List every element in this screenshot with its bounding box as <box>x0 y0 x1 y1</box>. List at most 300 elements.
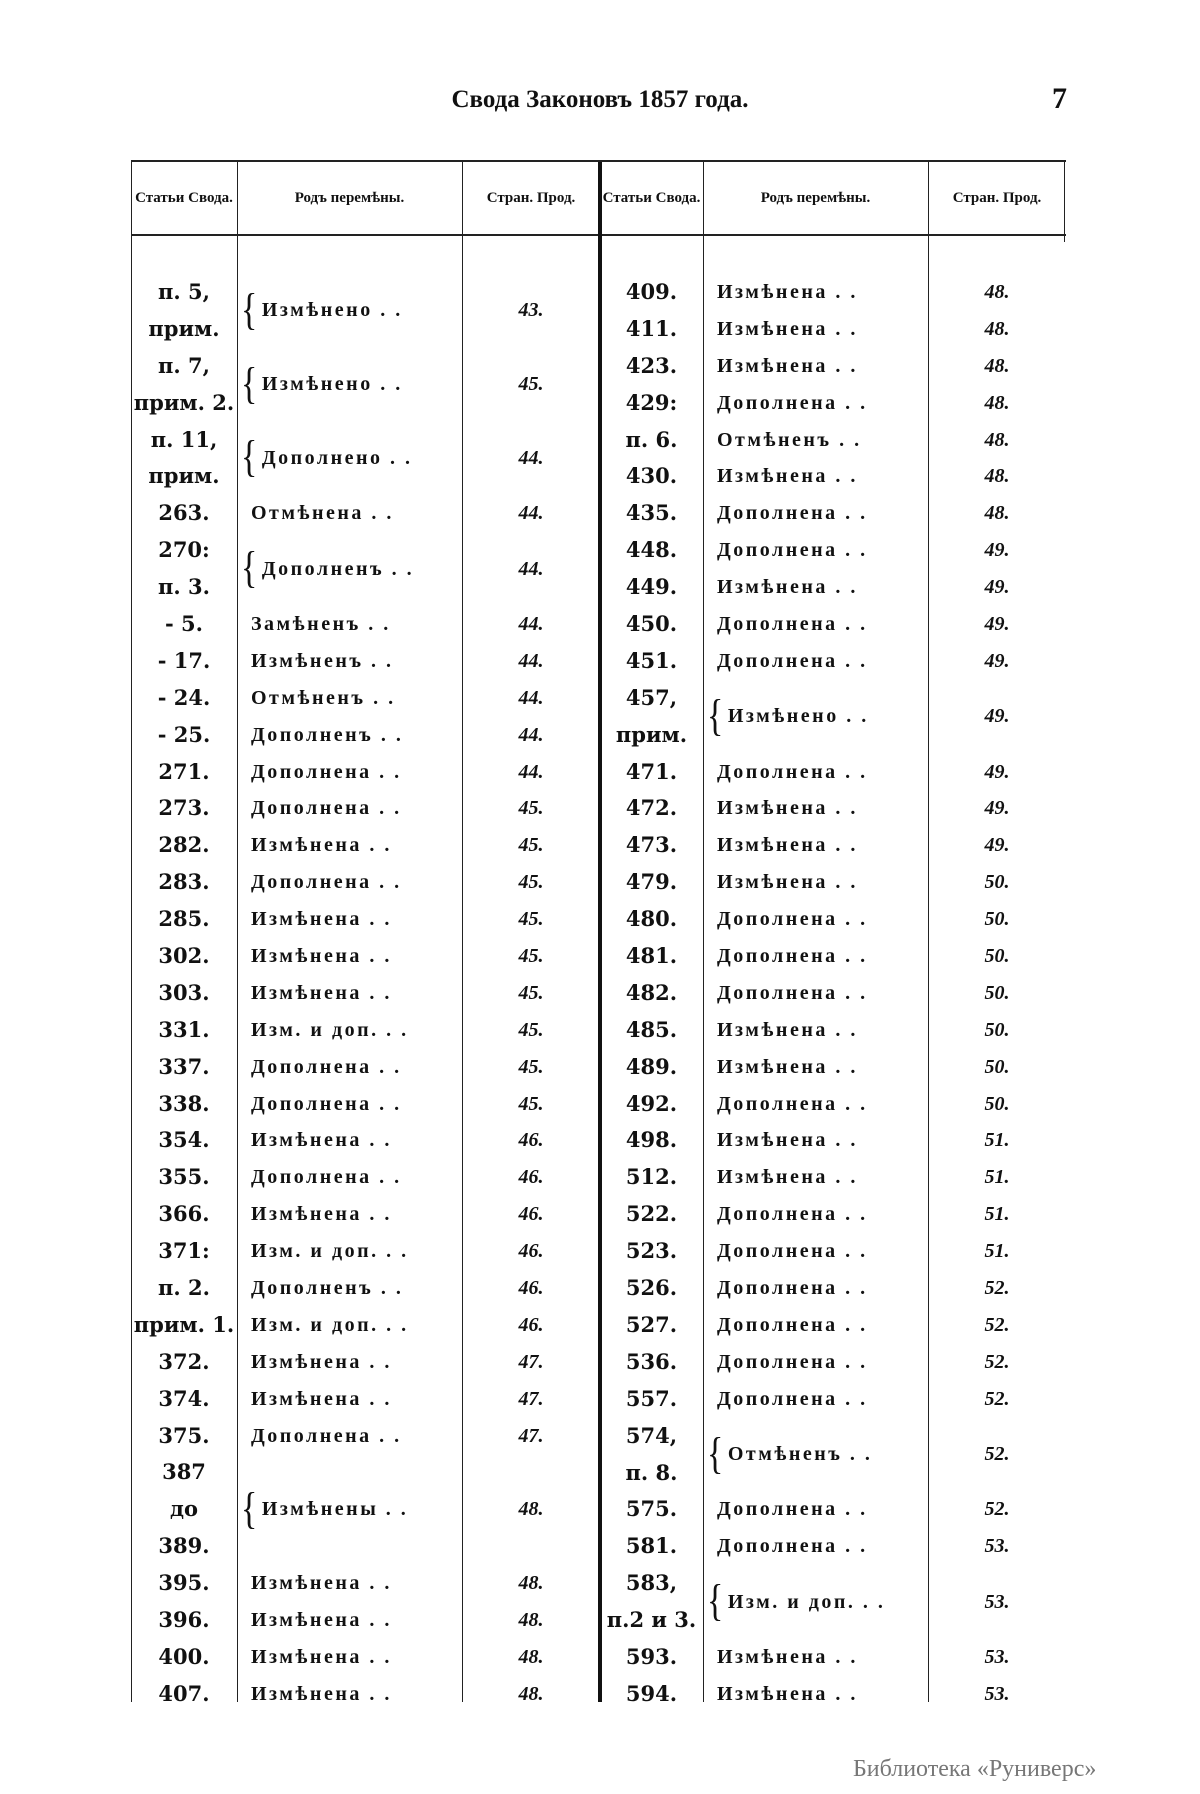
page-cell: 48. <box>984 280 1010 303</box>
change-text: Дополнена . . <box>251 1166 402 1189</box>
change-cell <box>703 1012 928 1049</box>
article-cell <box>600 569 703 606</box>
article-cell <box>600 1307 703 1344</box>
article-line: 411. <box>625 315 678 341</box>
brace-icon: { <box>707 691 726 741</box>
article-line: 355. <box>158 1164 210 1190</box>
page-cell: 49. <box>984 797 1010 820</box>
change-cell <box>237 1602 462 1639</box>
change-cell <box>237 1159 462 1196</box>
article-line: 389. <box>158 1533 210 1559</box>
change-cell <box>703 422 928 459</box>
article-cell <box>600 1086 703 1123</box>
change-cell <box>703 1344 928 1381</box>
change-text: Измѣнена . . <box>717 576 858 599</box>
change-cell <box>703 1381 928 1418</box>
article-line: 375. <box>158 1422 210 1448</box>
article-cell <box>600 1418 703 1492</box>
change-cell <box>703 1122 928 1159</box>
article-cell <box>600 532 703 569</box>
brace-icon: { <box>241 433 260 482</box>
page-cell: 48. <box>518 1498 544 1521</box>
change-text: Дополнена . . <box>717 612 868 635</box>
page-cell: 50. <box>984 871 1010 894</box>
page-cell: 47. <box>518 1350 544 1373</box>
change-cell <box>703 1639 928 1676</box>
page-cell: 48. <box>984 428 1010 451</box>
article-line: 374. <box>158 1385 210 1411</box>
article-line: 270: <box>158 537 210 563</box>
article-line: 512. <box>625 1164 678 1190</box>
page-cell: 44. <box>518 686 544 709</box>
page-cell: 45. <box>518 1092 544 1115</box>
page-cell: 45. <box>518 871 544 894</box>
article-line: 479. <box>625 869 678 895</box>
change-text: Измѣнена . . <box>717 1055 858 1078</box>
brace-icon: { <box>241 286 260 335</box>
article-line: 423. <box>625 352 678 378</box>
page-cell: 44. <box>518 446 544 469</box>
article-line: 457, <box>625 684 678 710</box>
page-cell: 45. <box>518 373 544 396</box>
page-cell: 49. <box>984 760 1010 783</box>
change-cell <box>237 1049 462 1086</box>
article-line: прим. <box>148 315 220 341</box>
article-cell <box>600 274 703 311</box>
page-cell: 49. <box>984 539 1010 562</box>
change-cell <box>703 348 928 385</box>
article-cell <box>600 1196 703 1233</box>
article-line: 574, <box>625 1422 678 1448</box>
change-text: Изм. и доп. . . <box>251 1313 409 1336</box>
running-title: Свода Законовъ 1857 года. <box>451 86 749 113</box>
change-text: Измѣнена . . <box>251 1203 392 1226</box>
page-cell: 44. <box>518 612 544 635</box>
article-line: - 17. <box>157 647 211 673</box>
change-cell <box>703 643 928 680</box>
article-line: 594. <box>625 1680 678 1706</box>
change-text: Дополнена . . <box>251 1424 402 1447</box>
article-line: 480. <box>625 906 678 932</box>
change-cell <box>237 901 462 938</box>
change-text: Дополнено . . <box>261 446 413 469</box>
change-cell <box>237 274 462 348</box>
page-cell: 50. <box>984 981 1010 1004</box>
change-text: Измѣнена . . <box>251 1609 392 1631</box>
page-cell: 45. <box>518 981 544 1004</box>
article-cell <box>600 606 703 643</box>
change-text: Измѣнена . . <box>251 834 392 857</box>
article-cell <box>600 1676 703 1713</box>
article-line: 485. <box>625 1016 678 1042</box>
article-line: 557. <box>625 1385 678 1411</box>
article-cell <box>131 1602 237 1639</box>
article-cell <box>131 348 237 422</box>
article-line: 498. <box>625 1127 678 1153</box>
change-cell <box>237 717 462 754</box>
change-text: Измѣнена . . <box>717 1682 858 1705</box>
change-text: Дополнена . . <box>717 539 868 562</box>
change-text: Измѣнена . . <box>717 354 858 377</box>
article-cell <box>131 1159 237 1196</box>
article-line: 354. <box>158 1127 210 1153</box>
article-cell <box>131 606 237 643</box>
page-cell: 52. <box>984 1313 1010 1336</box>
change-text: Измѣненъ . . <box>251 649 394 672</box>
change-cell <box>237 754 462 791</box>
change-text: Дополнена . . <box>717 908 868 931</box>
article-line: прим. <box>615 721 688 747</box>
change-cell <box>237 606 462 643</box>
page-cell: 49. <box>984 834 1010 857</box>
brace-icon: { <box>707 1429 726 1478</box>
article-line: 302. <box>158 943 210 969</box>
change-cell <box>703 864 928 901</box>
article-line: п.2 и 3. <box>606 1607 697 1633</box>
article-cell <box>131 680 237 717</box>
change-text: Дополнена . . <box>251 797 402 820</box>
article-cell <box>600 864 703 901</box>
article-cell <box>131 864 237 901</box>
article-cell <box>131 1122 237 1159</box>
change-text: Дополнена . . <box>717 1276 868 1299</box>
change-text: Дополнена . . <box>717 944 868 967</box>
header-articles-right: Статьи Свода. <box>602 190 701 206</box>
change-text: Измѣнена . . <box>717 1166 858 1189</box>
page-cell: 51. <box>984 1240 1010 1263</box>
change-cell <box>703 938 928 975</box>
page-cell: 45. <box>518 1055 544 1078</box>
change-text: Измѣнена . . <box>251 1129 392 1152</box>
page-cell: 52. <box>984 1443 1010 1465</box>
article-line: 282. <box>158 832 210 858</box>
article-cell <box>131 975 237 1012</box>
right-half <box>600 274 1066 1713</box>
article-line: - 5. <box>165 611 203 637</box>
article-cell <box>131 274 237 348</box>
page-cell: 46. <box>518 1166 544 1189</box>
change-cell <box>237 348 462 422</box>
article-cell <box>600 1381 703 1418</box>
page-cell: 52. <box>984 1387 1010 1410</box>
change-text: Измѣнена . . <box>251 1572 392 1595</box>
page-cell: 49. <box>984 612 1010 635</box>
change-cell <box>237 864 462 901</box>
change-text: Дополнена . . <box>717 1535 868 1558</box>
change-text: Измѣнена . . <box>717 871 858 894</box>
change-cell <box>237 643 462 680</box>
change-text: Дополнена . . <box>251 760 402 783</box>
page-cell: 51. <box>984 1203 1010 1226</box>
article-line: 337. <box>158 1053 210 1079</box>
page-cell: 50. <box>984 1092 1010 1115</box>
article-cell <box>131 495 237 532</box>
change-cell <box>237 1418 462 1455</box>
article-line: 450. <box>625 611 678 637</box>
change-text: Дополнена . . <box>717 981 868 1004</box>
article-cell <box>131 1270 237 1307</box>
article-line: 522. <box>625 1201 678 1227</box>
page-cell: 52. <box>984 1350 1010 1373</box>
change-text: Измѣнена . . <box>717 280 858 303</box>
article-cell <box>600 790 703 827</box>
article-cell <box>131 1049 237 1086</box>
page-cell: 44. <box>518 502 544 525</box>
page-cell: 51. <box>984 1166 1010 1189</box>
article-line: 482. <box>625 979 678 1005</box>
change-text: Измѣнена . . <box>251 981 392 1004</box>
page-cell: 48. <box>518 1609 544 1631</box>
change-text: Измѣнено . . <box>261 373 403 396</box>
page-cell: 46. <box>518 1240 544 1263</box>
article-line: 331. <box>158 1016 210 1042</box>
article-cell <box>600 1270 703 1307</box>
article-cell <box>600 680 703 754</box>
article-cell <box>600 348 703 385</box>
article-cell <box>600 422 703 459</box>
article-cell <box>131 717 237 754</box>
change-text: Измѣнена . . <box>251 1682 392 1705</box>
page-cell: 43. <box>518 299 544 322</box>
page-cell: 50. <box>984 1018 1010 1041</box>
article-cell <box>600 938 703 975</box>
article-line: 429: <box>625 389 678 415</box>
page-cell: 49. <box>984 576 1010 599</box>
article-cell <box>600 754 703 791</box>
page-cell: 48. <box>984 317 1010 340</box>
header-change-right: Родъ перемѣны. <box>760 190 871 206</box>
change-text: Измѣнена . . <box>251 1350 392 1373</box>
article-line: 273. <box>158 795 210 821</box>
change-cell <box>237 1455 462 1566</box>
change-cell <box>703 754 928 791</box>
article-line: 481. <box>625 943 678 969</box>
article-line: 527. <box>625 1311 678 1337</box>
article-line: 271. <box>158 758 210 784</box>
change-text: Дополнена . . <box>717 502 868 525</box>
change-cell <box>703 1086 928 1123</box>
change-text: Отмѣненъ . . <box>727 1443 873 1465</box>
article-line: - 25. <box>157 721 211 747</box>
article-line: 303. <box>158 979 210 1005</box>
article-cell <box>131 754 237 791</box>
article-cell <box>600 901 703 938</box>
article-cell <box>131 1307 237 1344</box>
article-cell <box>131 1233 237 1270</box>
article-cell <box>600 495 703 532</box>
page-cell: 46. <box>518 1313 544 1336</box>
page-cell: 47. <box>518 1387 544 1410</box>
change-text: Измѣнено . . <box>261 299 403 322</box>
change-cell <box>703 1270 928 1307</box>
page-cell: 48. <box>518 1645 544 1668</box>
change-cell <box>703 385 928 422</box>
change-text: Дополнена . . <box>717 1498 868 1521</box>
change-text: Отмѣненъ . . <box>717 428 862 451</box>
change-cell <box>237 1307 462 1344</box>
change-text: Дополнена . . <box>251 1055 402 1078</box>
change-cell <box>237 1270 462 1307</box>
change-cell <box>703 1233 928 1270</box>
change-text: Отмѣненъ . . <box>251 686 396 709</box>
article-cell <box>131 1455 237 1566</box>
article-line: 371: <box>158 1238 210 1264</box>
article-line: прим. <box>148 463 220 489</box>
article-line: 395. <box>158 1570 210 1596</box>
change-text: Дополнена . . <box>717 1387 868 1410</box>
change-cell <box>703 975 928 1012</box>
article-line: 492. <box>625 1090 678 1116</box>
change-cell <box>703 1676 928 1713</box>
page-cell: 45. <box>518 944 544 967</box>
left-half <box>131 274 600 1713</box>
article-cell <box>131 1639 237 1676</box>
page-cell: 50. <box>984 944 1010 967</box>
article-cell <box>600 1639 703 1676</box>
change-cell <box>703 1159 928 1196</box>
change-cell <box>237 975 462 1012</box>
change-text: Измѣнена . . <box>717 1129 858 1152</box>
article-line: до <box>169 1496 198 1522</box>
article-line: 366. <box>158 1201 210 1227</box>
change-cell <box>703 495 928 532</box>
page-cell: 46. <box>518 1129 544 1152</box>
page-cell: 50. <box>984 908 1010 931</box>
article-line: п. 11, <box>150 426 218 452</box>
change-text: Дополнена . . <box>251 1092 402 1115</box>
article-cell <box>600 827 703 864</box>
article-line: 581. <box>625 1533 678 1559</box>
page-cell: 48. <box>984 391 1010 414</box>
change-cell <box>703 680 928 754</box>
article-cell <box>131 827 237 864</box>
article-line: 575. <box>625 1496 678 1522</box>
article-line: прим. 2. <box>133 389 235 415</box>
page-cell: 44. <box>518 760 544 783</box>
change-cell <box>237 1676 462 1713</box>
change-text: Дополнена . . <box>717 1350 868 1373</box>
page-cell: 52. <box>984 1276 1010 1299</box>
page-cell: 46. <box>518 1276 544 1299</box>
change-cell <box>703 1491 928 1528</box>
page-cell: 53. <box>984 1535 1010 1558</box>
article-cell <box>131 1196 237 1233</box>
change-cell <box>237 1344 462 1381</box>
page-cell: 50. <box>984 1055 1010 1078</box>
change-text: Измѣнено . . <box>727 705 869 728</box>
page-cell: 51. <box>984 1129 1010 1152</box>
article-cell <box>131 901 237 938</box>
page-cell: 53. <box>984 1645 1010 1668</box>
page-cell: 48. <box>984 354 1010 377</box>
article-line: - 24. <box>157 684 211 710</box>
article-line: 451. <box>625 647 678 673</box>
article-line: 489. <box>625 1053 678 1079</box>
brace-icon: { <box>241 359 260 409</box>
change-cell <box>237 422 462 496</box>
article-line: п. 3. <box>158 574 210 600</box>
article-cell <box>600 1049 703 1086</box>
article-line: п. 5, <box>158 278 210 304</box>
changes-table <box>131 160 1066 1706</box>
change-cell <box>237 790 462 827</box>
change-text: Дополнена . . <box>717 1092 868 1115</box>
header-articles-left: Статьи Свода. <box>135 190 233 206</box>
change-text: Дополнена . . <box>717 760 868 783</box>
article-cell <box>600 1159 703 1196</box>
change-cell <box>703 827 928 864</box>
change-text: Измѣнена . . <box>717 465 858 488</box>
article-line: п. 8. <box>625 1459 678 1485</box>
article-line: 472. <box>625 795 678 821</box>
article-cell <box>131 938 237 975</box>
change-cell <box>237 1639 462 1676</box>
article-line: 283. <box>158 869 210 895</box>
change-cell <box>237 1086 462 1123</box>
article-line: 430. <box>625 463 678 489</box>
page-cell: 45. <box>518 834 544 857</box>
brace-icon: { <box>241 544 260 593</box>
change-text: Изм. и доп. . . <box>251 1240 409 1263</box>
article-cell <box>600 1565 703 1639</box>
page-cell: 53. <box>984 1682 1010 1705</box>
article-cell <box>131 422 237 496</box>
page-cell: 44. <box>518 649 544 672</box>
change-text: Измѣнена . . <box>251 944 392 967</box>
change-cell <box>237 1196 462 1233</box>
change-cell <box>703 1418 928 1492</box>
article-cell <box>600 1012 703 1049</box>
change-text: Измѣнена . . <box>251 908 392 931</box>
article-line: 523. <box>625 1238 678 1264</box>
article-cell <box>600 1233 703 1270</box>
change-cell <box>703 1196 928 1233</box>
page-cell: 45. <box>518 797 544 820</box>
change-text: Дополнена . . <box>717 391 868 414</box>
change-text: Изм. и доп. . . <box>727 1590 886 1613</box>
page-cell: 49. <box>984 649 1010 672</box>
article-line: 583, <box>625 1570 678 1596</box>
article-line: 435. <box>625 500 678 526</box>
change-cell <box>703 790 928 827</box>
change-cell <box>703 274 928 311</box>
change-text: Измѣнена . . <box>717 834 858 857</box>
article-cell <box>600 1122 703 1159</box>
change-cell <box>237 495 462 532</box>
change-text: Измѣнена . . <box>251 1387 392 1410</box>
change-cell <box>237 1012 462 1049</box>
article-cell <box>600 1528 703 1565</box>
change-text: Дополненъ . . <box>251 1276 404 1299</box>
article-cell <box>600 975 703 1012</box>
article-line: 449. <box>625 574 678 600</box>
change-cell <box>703 1565 928 1639</box>
change-cell <box>237 1122 462 1159</box>
article-line: 285. <box>158 906 210 932</box>
article-line: 448. <box>625 537 678 563</box>
article-line: 473. <box>625 832 678 858</box>
article-line: прим. 1. <box>133 1311 235 1337</box>
change-text: Измѣнена . . <box>251 1645 392 1668</box>
page-cell: 47. <box>518 1424 544 1447</box>
change-text: Дополнена . . <box>717 1313 868 1336</box>
article-cell <box>131 1676 237 1713</box>
article-cell <box>131 1344 237 1381</box>
change-text: Дополненъ . . <box>251 723 404 746</box>
change-cell <box>703 311 928 348</box>
change-text: Измѣнена . . <box>717 797 858 820</box>
article-line: 396. <box>158 1607 210 1633</box>
